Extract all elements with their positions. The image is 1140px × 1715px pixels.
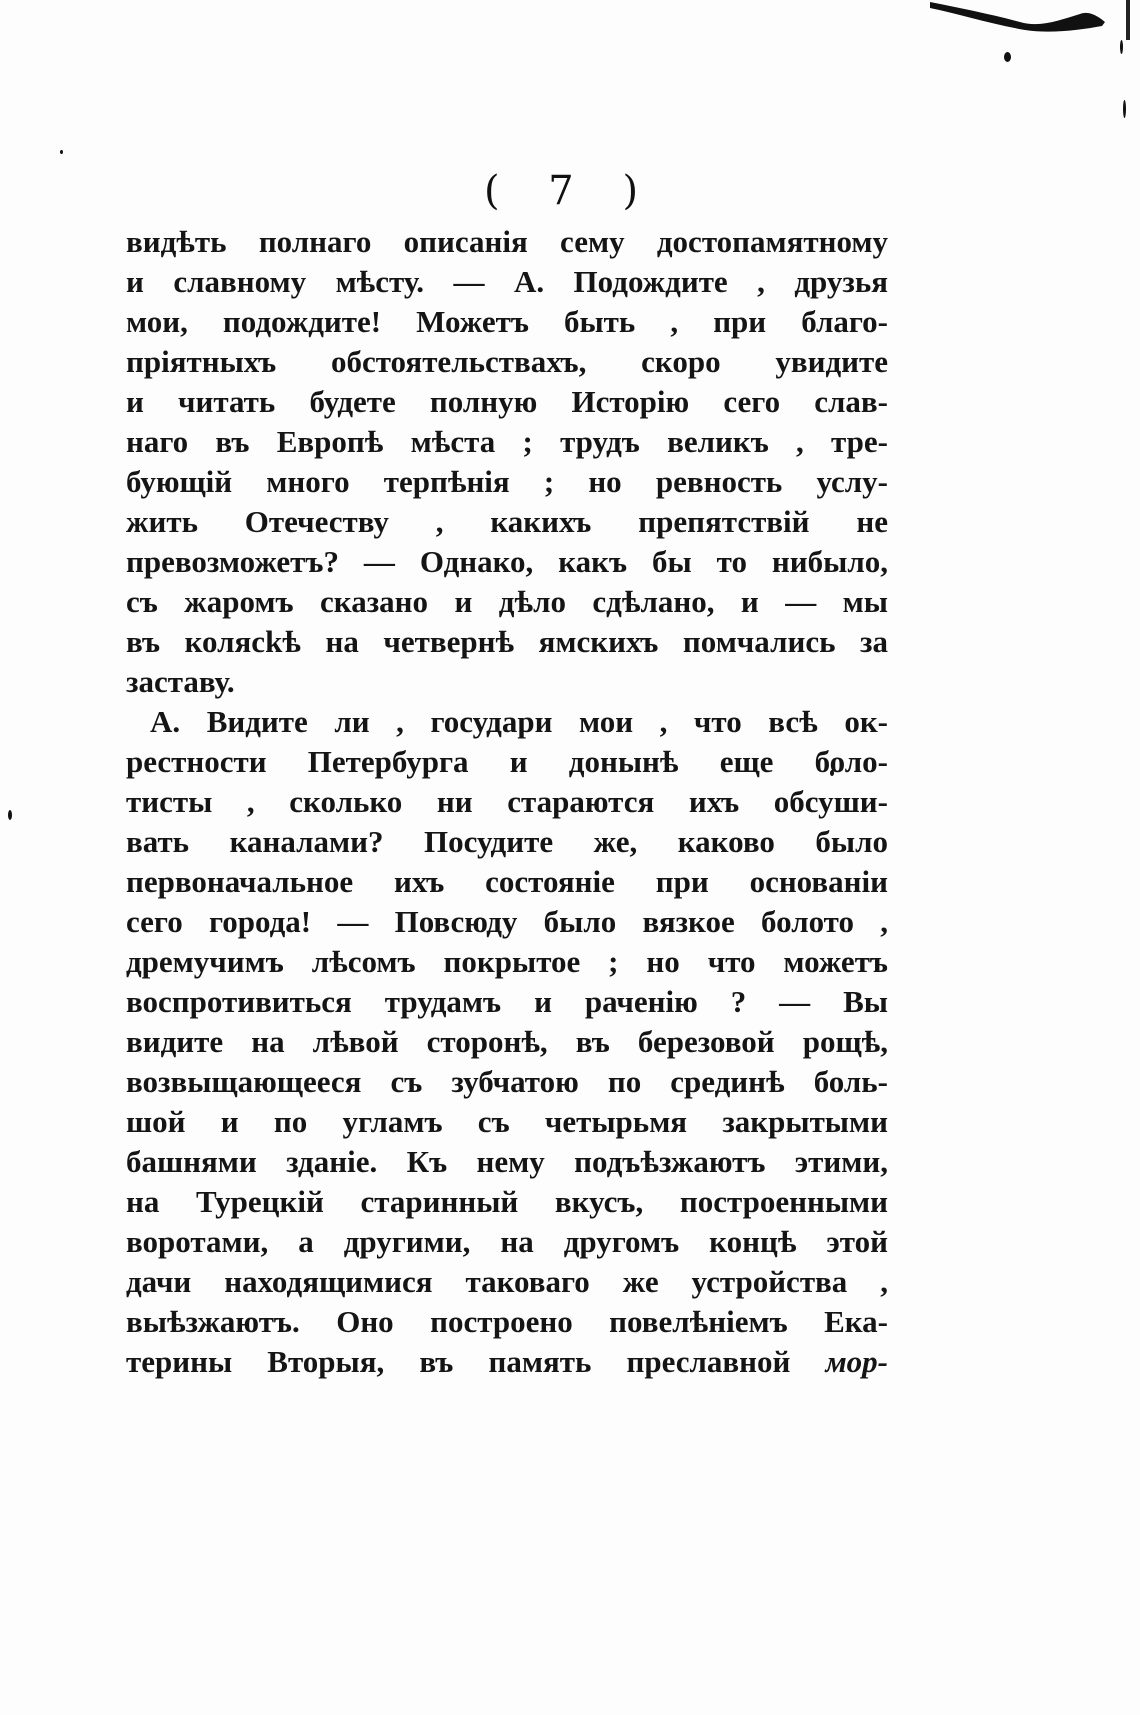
text-line bbox=[126, 782, 888, 822]
text-line-content: дремучимъ лѣсомъ покрытое ; но что можетъ bbox=[126, 944, 888, 979]
text-line bbox=[126, 742, 888, 782]
text-line-content: вать каналами? Посудите же, каково было bbox=[126, 824, 888, 859]
text-line-content: въ колясkѣ на четвернѣ ямскихъ помчались за bbox=[126, 624, 888, 659]
body-text bbox=[126, 222, 888, 1382]
text-line-content: первоначальное ихъ состояніе при основаніи bbox=[126, 864, 888, 899]
text-line bbox=[126, 1142, 888, 1182]
text-line bbox=[126, 462, 888, 502]
text-line-content: и читать будете полную Исторію сего слав- bbox=[126, 384, 888, 419]
text-line bbox=[126, 1222, 888, 1262]
text-line-content: пріятныхъ обстоятельствахъ, скоро увидите bbox=[126, 344, 888, 379]
text-line-content: тисты , сколько ни стараются ихъ обсуши- bbox=[126, 784, 888, 819]
page-number: ( 7 ) bbox=[483, 168, 657, 214]
scan-speck bbox=[1004, 52, 1011, 62]
text-line bbox=[126, 1342, 888, 1382]
text-line-content: наго въ Европѣ мѣста ; трудъ великъ , тре- bbox=[126, 424, 888, 459]
text-line-content: воспротивиться трудамъ и раченію ? — Вы bbox=[126, 984, 888, 1019]
scan-smudge-top-right bbox=[930, 0, 1140, 40]
scan-speck bbox=[1123, 100, 1126, 118]
text-line bbox=[126, 502, 888, 542]
text-line bbox=[126, 942, 888, 982]
text-line-content: дачи находящимися таковаго же устройства , bbox=[126, 1264, 888, 1299]
text-line bbox=[126, 422, 888, 462]
text-line-content: терины Вторыя, въ память преславной bbox=[126, 1344, 791, 1379]
scan-speck bbox=[60, 150, 63, 154]
text-line-content: рестности Петербурга и донынѣ еще боло- bbox=[126, 744, 888, 779]
text-line bbox=[126, 582, 888, 622]
text-line-content: сего города! — Повсюду было вязкое болото , bbox=[126, 904, 888, 939]
text-line-italic-tail: мор- bbox=[825, 1344, 888, 1379]
text-line bbox=[126, 822, 888, 862]
text-line bbox=[126, 382, 888, 422]
text-line bbox=[126, 542, 888, 582]
text-line bbox=[126, 982, 888, 1022]
text-line-content: жить Отечеству , какихъ препятствій не bbox=[126, 504, 888, 539]
text-line-content: на Турецкій старинный вкусъ, построенными bbox=[126, 1184, 888, 1219]
text-line-content: мои, подождите! Можетъ быть , при благо- bbox=[126, 304, 888, 339]
text-line bbox=[126, 262, 888, 302]
text-line-content: превозможетъ? — Однако, какъ бы то нибыло, bbox=[126, 544, 888, 579]
scan-speck bbox=[8, 810, 12, 820]
text-line-content: А. Видите ли , государи мои , что всѣ ок- bbox=[150, 704, 888, 739]
scan-speck bbox=[1120, 40, 1123, 54]
text-line bbox=[126, 622, 888, 662]
text-line bbox=[126, 662, 888, 702]
text-line-content: видите на лѣвой сторонѣ, въ березовой рощѣ, bbox=[126, 1024, 888, 1059]
text-line bbox=[126, 1022, 888, 1062]
text-line bbox=[126, 1062, 888, 1102]
text-line bbox=[126, 862, 888, 902]
text-line-content: воротами, а другими, на другомъ концѣ этой bbox=[126, 1224, 888, 1259]
text-line-content: заставу. bbox=[126, 664, 235, 699]
text-line bbox=[126, 702, 888, 742]
text-line bbox=[126, 1182, 888, 1222]
text-line-content: видѣть полнаго описанія сему достопамятному bbox=[126, 224, 888, 259]
text-line bbox=[126, 1262, 888, 1302]
text-line bbox=[126, 902, 888, 942]
text-line-content: бующій много терпѣнія ; но ревность услу- bbox=[126, 464, 888, 499]
text-line-content: и славному мѣсту. — А. Подождите , друзья bbox=[126, 264, 888, 299]
text-line-content: съ жаромъ сказано и дѣло сдѣлано, и — мы bbox=[126, 584, 888, 619]
text-line bbox=[126, 342, 888, 382]
text-line bbox=[126, 1302, 888, 1342]
text-line bbox=[126, 222, 888, 262]
text-line bbox=[126, 1102, 888, 1142]
text-line bbox=[126, 302, 888, 342]
text-line-content: возвыщающееся съ зубчатою по срединѣ боль- bbox=[126, 1064, 888, 1099]
text-line-content: башнями зданіе. Къ нему подъѣзжаютъ этими, bbox=[126, 1144, 888, 1179]
text-line-content: шой и по угламъ съ четырьмя закрытыми bbox=[126, 1104, 888, 1139]
text-line-content: выѣзжаютъ. Оно построено повелѣніемъ Ека- bbox=[126, 1304, 888, 1339]
